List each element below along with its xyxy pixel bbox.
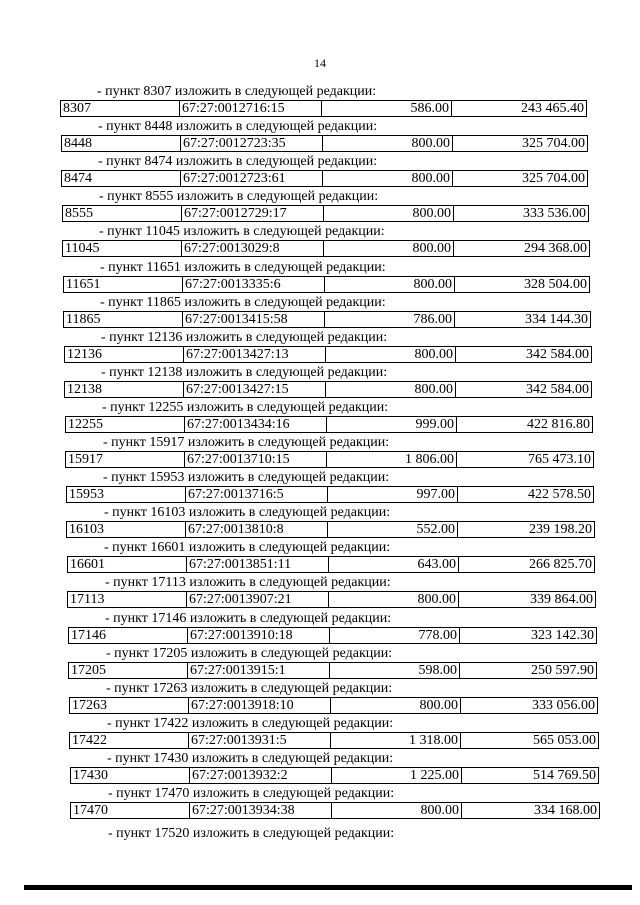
value-cell: 342 584.00 (526, 346, 589, 362)
amendment-heading: - пункт 11651 изложить в следующей редакции: (100, 259, 386, 275)
area-cell: 778.00 (330, 628, 460, 643)
item-number-cell: 17146 (69, 628, 188, 643)
table-row (62, 205, 589, 222)
amendment-heading: - пункт 12136 изложить в следующей редакции: (101, 329, 388, 345)
amendment-entry (0, 540, 640, 575)
area-cell: 800.00 (323, 136, 453, 151)
value-cell: 266 825.70 (529, 557, 592, 573)
value-cell: 334 144.30 (525, 311, 588, 327)
amendment-heading: - пункт 16601 изложить в следующей редакции: (104, 540, 391, 556)
amendment-heading: - пункт 17146 изложить в следующей редакции: (105, 610, 392, 626)
item-number-cell: 8555 (63, 206, 182, 221)
cadastral-number-cell: 67:27:0013415:58 (183, 312, 325, 327)
amendment-heading: - пункт 17263 изложить в следующей редакции: (106, 680, 393, 696)
cadastral-number-cell: 67:27:0013910:18 (188, 628, 330, 643)
table-row (63, 276, 590, 293)
amendment-entry (0, 295, 640, 330)
amendment-heading: - пункт 8555 изложить в следующей редакции: (99, 189, 379, 205)
table-row (67, 556, 595, 573)
cadastral-number-cell: 67:27:0013427:13 (184, 347, 326, 362)
cadastral-number-cell: 67:27:0013907:21 (187, 592, 329, 607)
area-cell: 800.00 (329, 592, 459, 607)
area-cell: 999.00 (327, 417, 457, 432)
bottom-rule (24, 885, 632, 890)
cadastral-number-cell: 67:27:0013710:15 (185, 452, 327, 467)
value-cell: 514 769.50 (533, 767, 596, 783)
cadastral-number-cell: 67:27:0013918:10 (189, 698, 331, 713)
item-number-cell: 17205 (69, 663, 188, 678)
area-cell: 800.00 (326, 382, 456, 397)
item-number-cell: 8307 (61, 101, 180, 116)
amendment-entry (0, 435, 640, 470)
area-cell: 800.00 (332, 803, 462, 818)
area-cell: 552.00 (328, 522, 458, 537)
cadastral-number-cell: 67:27:0013427:15 (184, 382, 326, 397)
table-row (69, 732, 599, 749)
amendment-entry (0, 84, 640, 119)
amendment-heading: - пункт 16103 изложить в следующей редакции: (104, 505, 391, 521)
item-number-cell: 16601 (68, 557, 187, 572)
item-number-cell: 17113 (68, 592, 187, 607)
cadastral-number-cell: 67:27:0013915:1 (188, 663, 330, 678)
amendment-entry (0, 575, 640, 610)
amendment-heading: - пункт 17113 изложить в следующей редакции: (105, 575, 391, 591)
item-number-cell: 17422 (70, 733, 189, 748)
amendment-heading: - пункт 15917 изложить в следующей редакции: (103, 435, 390, 450)
value-cell: 328 504.00 (524, 276, 587, 292)
page-number: 14 (314, 56, 326, 70)
amendment-heading: - пункт 12255 изложить в следующей редакции: (102, 399, 389, 415)
cadastral-number-cell: 67:27:0013716:5 (186, 487, 328, 502)
amendment-entry (0, 365, 640, 400)
cadastral-number-cell: 67:27:0013851:11 (187, 557, 329, 572)
item-number-cell: 12138 (65, 382, 184, 397)
area-cell: 598.00 (330, 663, 460, 678)
cadastral-number-cell: 67:27:0013029:8 (182, 241, 324, 256)
value-cell: 333 536.00 (523, 206, 586, 222)
amendment-entry (0, 154, 640, 189)
table-row (64, 346, 592, 363)
table-row (66, 521, 595, 538)
item-number-cell: 15917 (66, 452, 185, 467)
value-cell: 333 056.00 (532, 697, 595, 713)
amendment-entry (0, 611, 640, 646)
value-cell: 243 465.40 (521, 101, 584, 116)
amendment-entry (0, 224, 640, 259)
amendment-entry (0, 260, 640, 295)
cadastral-number-cell: 67:27:0013934:38 (190, 803, 332, 818)
value-cell: 323 142.30 (531, 627, 594, 643)
item-number-cell: 8448 (62, 136, 181, 151)
area-cell: 800.00 (324, 206, 454, 221)
item-number-cell: 16103 (67, 522, 186, 537)
table-row (62, 240, 590, 257)
item-number-cell: 8474 (62, 171, 181, 186)
item-number-cell: 11651 (64, 277, 183, 292)
amendment-heading: - пункт 17422 изложить в следующей редакции: (107, 715, 394, 731)
amendment-heading: - пункт 8448 изложить в следующей редакции: (98, 119, 378, 135)
amendment-entry (0, 330, 640, 365)
item-number-cell: 17470 (71, 803, 190, 818)
amendment-entry (0, 646, 640, 681)
amendment-heading: - пункт 8474 изложить в следующей редакции: (98, 154, 378, 170)
area-cell: 1 225.00 (332, 768, 462, 783)
amendment-entry (0, 470, 640, 505)
amendment-entry (0, 400, 640, 435)
area-cell: 800.00 (323, 171, 453, 186)
cadastral-number-cell: 67:27:0013931:5 (189, 733, 331, 748)
item-number-cell: 17430 (71, 768, 190, 783)
item-number-cell: 11865 (64, 312, 183, 327)
table-row (69, 697, 598, 714)
table-row (68, 662, 597, 679)
cadastral-number-cell: 67:27:0012716:15 (180, 101, 322, 116)
table-row (60, 100, 587, 117)
area-cell: 786.00 (325, 312, 455, 327)
value-cell: 342 584.00 (526, 381, 589, 397)
amendment-heading: - пункт 12138 изложить в следующей редакции: (101, 364, 388, 380)
amendment-entry (0, 189, 640, 224)
item-number-cell: 11045 (63, 241, 182, 256)
amendment-heading-last: - пункт 17520 изложить в следующей редакции: (108, 826, 395, 841)
cadastral-number-cell: 67:27:0013810:8 (186, 522, 328, 537)
value-cell: 765 473.10 (528, 452, 591, 467)
area-cell: 1 806.00 (327, 452, 457, 467)
value-cell: 325 704.00 (522, 136, 585, 152)
value-cell: 339 864.00 (530, 592, 593, 608)
table-row (61, 135, 588, 152)
amendment-heading: - пункт 11045 изложить в следующей редакции: (99, 224, 385, 240)
table-row (68, 627, 597, 644)
cadastral-number-cell: 67:27:0013335:6 (183, 277, 325, 292)
amendment-heading: - пункт 11865 изложить в следующей редакции: (100, 294, 386, 310)
area-cell: 800.00 (324, 241, 454, 256)
table-row (67, 591, 596, 608)
value-cell: 250 597.90 (531, 662, 594, 678)
area-cell: 800.00 (325, 277, 455, 292)
value-cell: 565 053.00 (533, 732, 596, 748)
table-row (70, 802, 600, 819)
item-number-cell: 12136 (65, 347, 184, 362)
cadastral-number-cell: 67:27:0012723:61 (181, 171, 323, 186)
table-row (66, 486, 594, 503)
area-cell: 800.00 (331, 698, 461, 713)
amendment-entry (0, 786, 640, 821)
area-cell: 643.00 (329, 557, 459, 572)
amendment-entry (0, 119, 640, 154)
value-cell: 294 368.00 (524, 241, 587, 257)
table-row (63, 311, 591, 328)
amendment-entry (0, 751, 640, 786)
value-cell: 239 198.20 (529, 522, 592, 538)
value-cell: 422 816.80 (527, 416, 590, 432)
area-cell: 997.00 (328, 487, 458, 502)
area-cell: 586.00 (322, 101, 452, 116)
item-number-cell: 17263 (70, 698, 189, 713)
cadastral-number-cell: 67:27:0013434:16 (185, 417, 327, 432)
area-cell: 800.00 (326, 347, 456, 362)
amendment-heading: - пункт 17470 изложить в следующей редакции: (108, 786, 395, 801)
table-row (65, 451, 594, 468)
item-number-cell: 15953 (67, 487, 186, 502)
cadastral-number-cell: 67:27:0012729:17 (182, 206, 324, 221)
value-cell: 422 578.50 (528, 487, 591, 503)
area-cell: 1 318.00 (331, 733, 461, 748)
amendment-heading: - пункт 15953 изложить в следующей редакции: (103, 470, 390, 486)
amendment-heading: - пункт 17205 изложить в следующей редакции: (106, 645, 393, 661)
amendment-entry (0, 716, 640, 751)
amendment-entry (0, 681, 640, 716)
value-cell: 325 704.00 (522, 171, 585, 187)
table-row (65, 416, 593, 433)
item-number-cell: 12255 (66, 417, 185, 432)
value-cell: 334 168.00 (534, 803, 597, 818)
table-row (61, 170, 588, 187)
table-row (70, 767, 599, 784)
amendment-heading: - пункт 8307 изложить в следующей редакции: (97, 84, 377, 99)
cadastral-number-cell: 67:27:0012723:35 (181, 136, 323, 151)
table-row (64, 381, 592, 398)
cadastral-number-cell: 67:27:0013932:2 (190, 768, 332, 783)
amendment-heading: - пункт 17430 изложить в следующей редакции: (107, 750, 394, 766)
amendment-entry (0, 505, 640, 540)
